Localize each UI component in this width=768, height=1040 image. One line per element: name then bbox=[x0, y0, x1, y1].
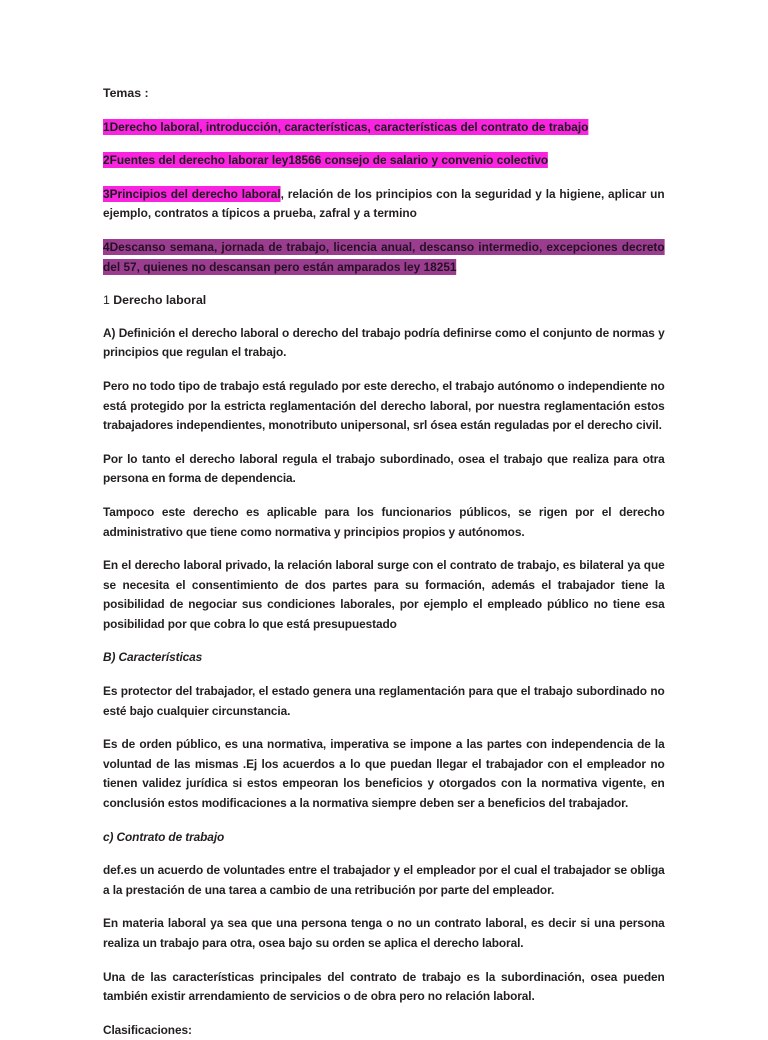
paragraph-autonomo: Pero no todo tipo de trabajo está regulado por este derecho, el trabajo autónomo o independiente no está protegido por la estricta reglamentación del derecho laboral, por nuestra reglamentación estos trabajadores independientes, monotributo unipersonal, srl ósea están reguladas por el derecho civil. bbox=[103, 378, 665, 433]
paragraph-protector: Es protector del trabajador, el estado genera una reglamentación para que el trabajo subordinado no esté bajo cualquier circunstancia. bbox=[103, 684, 665, 718]
paragraph-subordinado: Por lo tanto el derecho laboral regula el trabajo subordinado, osea el trabajo que realiza para otra persona en forma de dependencia. bbox=[103, 451, 665, 486]
page-title: Temas : bbox=[103, 86, 149, 100]
paragraph-orden-publico: Es de orden público, es una normativa, imperativa se impone a las partes con independencia de la voluntad de las mismas .Ej los acuerdos a lo que puedan llegar el trabajador con el empleador no tienen validez jurídica si estos empeoran los beneficios y otorgados con la normativa vigente, en conclusión estos modificaciones a la normativa siempre deben ser a beneficios del trabajador. bbox=[103, 737, 665, 811]
topic-item-3 bbox=[103, 185, 665, 224]
topic-4-highlighted-text: 4Descanso semana, jornada de trabajo, licencia anual, descanso intermedio, excepciones decreto del 57, quienes no descansan pero están amparados ley 18251 bbox=[103, 239, 665, 274]
topic-item-4 bbox=[103, 238, 665, 277]
paragraph-definicion: A) Definición el derecho laboral o derecho del trabajo podría definirse como el conjunto de normas y principios que regulan el trabajo. bbox=[103, 325, 665, 360]
subheading-caracteristicas: B) Características bbox=[103, 650, 203, 665]
subheading-contrato-de-trabajo: c) Contrato de trabajo bbox=[103, 829, 225, 844]
paragraph-definicion-contrato: def.es un acuerdo de voluntades entre el trabajador y el empleador por el cual el trabajador se obliga a la prestación de una tarea a cambio de una retribución por parte del empleador. bbox=[103, 863, 665, 897]
topic-3-highlighted-text: 3Principios del derecho laboral bbox=[103, 186, 281, 201]
paragraph-funcionarios: Tampoco este derecho es aplicable para los funcionarios públicos, se rigen por el derecho administrativo que tiene como normativa y principios propios y autónomos. bbox=[103, 504, 665, 539]
topic-item-2 bbox=[103, 151, 665, 171]
paragraph-materia-laboral: En materia laboral ya sea que una persona tenga o no un contrato laboral, es decir si una persona realiza un trabajo para otra, osea bajo su orden se aplica el derecho laboral. bbox=[103, 916, 665, 950]
section-heading-1 bbox=[103, 291, 665, 311]
topic-3-trailing-text: , relación de los principios con la seguridad y la higiene, aplicar un ejemplo, contratos a típicos a prueba, zafral y a termino bbox=[103, 186, 665, 221]
topic-item-1 bbox=[103, 118, 665, 138]
document-content bbox=[103, 84, 665, 1040]
topic-2-highlighted-text: 2Fuentes del derecho laborar ley18566 consejo de salario y convenio colectivo bbox=[103, 153, 549, 168]
topic-1-highlighted-text: 1Derecho laboral, introducción, características, características del contrato de trabajo bbox=[103, 119, 589, 134]
section-title: Derecho laboral bbox=[113, 293, 207, 308]
paragraph-derecho-privado: En el derecho laboral privado, la relación laboral surge con el contrato de trabajo, es bilateral ya que se necesita el consentimiento de dos partes para su formación, además el trabajador tiene la posibilidad de negociar sus condiciones laborales, por ejemplo el empleado público no tiene esa posibilidad por que cobra lo que está presupuestado bbox=[103, 558, 665, 631]
section-number: 1 bbox=[103, 293, 114, 308]
paragraph-subordinacion: Una de las características principales del contrato de trabajo es la subordinación, osea pueden también existir arrendamiento de servicios o de obra pero no relación laboral. bbox=[103, 969, 665, 1004]
paragraph-clasificaciones: Clasificaciones: bbox=[103, 1022, 192, 1037]
